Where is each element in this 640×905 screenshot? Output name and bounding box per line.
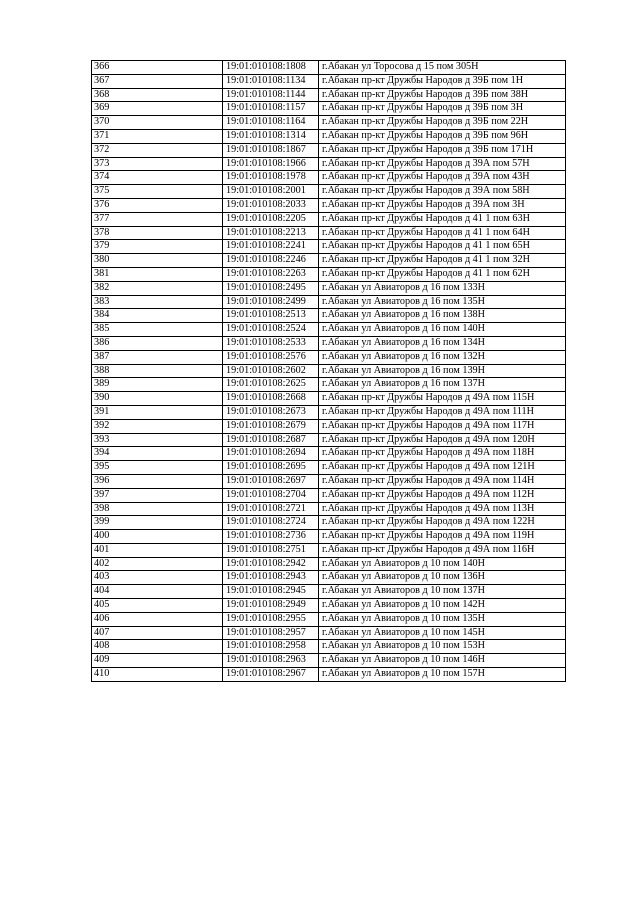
cadastral-number: 19:01:010108:2241 (223, 240, 319, 254)
property-table (91, 60, 566, 682)
row-number: 384 (92, 309, 223, 323)
cadastral-number: 19:01:010108:2724 (223, 516, 319, 530)
cadastral-number: 19:01:010108:2721 (223, 502, 319, 516)
table-row (92, 198, 566, 212)
row-number: 367 (92, 74, 223, 88)
address: г.Абакан ул Авиаторов д 16 пом 134Н (319, 336, 566, 350)
table-row (92, 309, 566, 323)
table-row (92, 364, 566, 378)
table-row (92, 612, 566, 626)
row-number: 406 (92, 612, 223, 626)
table-row (92, 488, 566, 502)
table-row (92, 474, 566, 488)
cadastral-number: 19:01:010108:2958 (223, 640, 319, 654)
cadastral-number: 19:01:010108:1867 (223, 143, 319, 157)
cadastral-number: 19:01:010108:2205 (223, 212, 319, 226)
address: г.Абакан пр-кт Дружбы Народов д 39Б пом 22Н (319, 116, 566, 130)
address: г.Абакан пр-кт Дружбы Народов д 49А пом 116Н (319, 543, 566, 557)
cadastral-number: 19:01:010108:2576 (223, 350, 319, 364)
row-number: 390 (92, 392, 223, 406)
address: г.Абакан пр-кт Дружбы Народов д 41 1 пом 32Н (319, 254, 566, 268)
cadastral-number: 19:01:010108:2213 (223, 226, 319, 240)
table-row (92, 295, 566, 309)
table-row (92, 254, 566, 268)
row-number: 381 (92, 267, 223, 281)
row-number: 382 (92, 281, 223, 295)
row-number: 380 (92, 254, 223, 268)
row-number: 369 (92, 102, 223, 116)
row-number: 393 (92, 433, 223, 447)
row-number: 388 (92, 364, 223, 378)
cadastral-number: 19:01:010108:2679 (223, 419, 319, 433)
row-number: 370 (92, 116, 223, 130)
table-row (92, 502, 566, 516)
table-row (92, 61, 566, 75)
table-row (92, 74, 566, 88)
row-number: 368 (92, 88, 223, 102)
cadastral-number: 19:01:010108:2695 (223, 461, 319, 475)
address: г.Абакан ул Авиаторов д 16 пом 137Н (319, 378, 566, 392)
address: г.Абакан пр-кт Дружбы Народов д 49А пом 121Н (319, 461, 566, 475)
row-number: 410 (92, 668, 223, 682)
cadastral-number: 19:01:010108:2694 (223, 447, 319, 461)
address: г.Абакан пр-кт Дружбы Народов д 41 1 пом 63Н (319, 212, 566, 226)
address: г.Абакан пр-кт Дружбы Народов д 39Б пом 96Н (319, 129, 566, 143)
cadastral-number: 19:01:010108:2246 (223, 254, 319, 268)
cadastral-number: 19:01:010108:2967 (223, 668, 319, 682)
table-row (92, 516, 566, 530)
cadastral-number: 19:01:010108:1144 (223, 88, 319, 102)
cadastral-number: 19:01:010108:1157 (223, 102, 319, 116)
address: г.Абакан пр-кт Дружбы Народов д 39А пом 58Н (319, 185, 566, 199)
table-row (92, 405, 566, 419)
cadastral-number: 19:01:010108:1134 (223, 74, 319, 88)
cadastral-number: 19:01:010108:2963 (223, 654, 319, 668)
cadastral-number: 19:01:010108:2704 (223, 488, 319, 502)
cadastral-number: 19:01:010108:2513 (223, 309, 319, 323)
table-row (92, 171, 566, 185)
cadastral-number: 19:01:010108:2957 (223, 626, 319, 640)
table-row (92, 129, 566, 143)
cadastral-number: 19:01:010108:2949 (223, 599, 319, 613)
table-row (92, 88, 566, 102)
address: г.Абакан пр-кт Дружбы Народов д 49А пом 117Н (319, 419, 566, 433)
address: г.Абакан ул Авиаторов д 10 пом 146Н (319, 654, 566, 668)
address: г.Абакан ул Авиаторов д 16 пом 133Н (319, 281, 566, 295)
address: г.Абакан пр-кт Дружбы Народов д 39А пом 57Н (319, 157, 566, 171)
row-number: 385 (92, 323, 223, 337)
address: г.Абакан пр-кт Дружбы Народов д 39А пом 43Н (319, 171, 566, 185)
cadastral-number: 19:01:010108:2668 (223, 392, 319, 406)
table-row (92, 116, 566, 130)
table-row (92, 461, 566, 475)
table-row (92, 599, 566, 613)
row-number: 398 (92, 502, 223, 516)
table-row (92, 185, 566, 199)
row-number: 389 (92, 378, 223, 392)
table-row (92, 419, 566, 433)
address: г.Абакан пр-кт Дружбы Народов д 41 1 пом 62Н (319, 267, 566, 281)
address: г.Абакан ул Авиаторов д 10 пом 137Н (319, 585, 566, 599)
row-number: 402 (92, 557, 223, 571)
table-row (92, 433, 566, 447)
row-number: 391 (92, 405, 223, 419)
address: г.Абакан пр-кт Дружбы Народов д 41 1 пом 64Н (319, 226, 566, 240)
row-number: 401 (92, 543, 223, 557)
row-number: 405 (92, 599, 223, 613)
address: г.Абакан ул Авиаторов д 10 пом 153Н (319, 640, 566, 654)
address: г.Абакан пр-кт Дружбы Народов д 41 1 пом 65Н (319, 240, 566, 254)
cadastral-number: 19:01:010108:1314 (223, 129, 319, 143)
table-row (92, 240, 566, 254)
address: г.Абакан пр-кт Дружбы Народов д 39Б пом 1Н (319, 74, 566, 88)
address: г.Абакан пр-кт Дружбы Народов д 49А пом 119Н (319, 530, 566, 544)
address: г.Абакан ул Авиаторов д 16 пом 135Н (319, 295, 566, 309)
table-row (92, 336, 566, 350)
cadastral-number: 19:01:010108:2495 (223, 281, 319, 295)
table-row (92, 626, 566, 640)
cadastral-number: 19:01:010108:2524 (223, 323, 319, 337)
address: г.Абакан пр-кт Дружбы Народов д 39Б пом 38Н (319, 88, 566, 102)
cadastral-number: 19:01:010108:2751 (223, 543, 319, 557)
address: г.Абакан ул Авиаторов д 16 пом 138Н (319, 309, 566, 323)
cadastral-number: 19:01:010108:2533 (223, 336, 319, 350)
row-number: 374 (92, 171, 223, 185)
cadastral-number: 19:01:010108:1966 (223, 157, 319, 171)
cadastral-number: 19:01:010108:2263 (223, 267, 319, 281)
row-number: 376 (92, 198, 223, 212)
row-number: 409 (92, 654, 223, 668)
address: г.Абакан ул Авиаторов д 10 пом 142Н (319, 599, 566, 613)
row-number: 404 (92, 585, 223, 599)
cadastral-number: 19:01:010108:2697 (223, 474, 319, 488)
address: г.Абакан ул Авиаторов д 16 пом 132Н (319, 350, 566, 364)
cadastral-number: 19:01:010108:2945 (223, 585, 319, 599)
table-row (92, 157, 566, 171)
row-number: 408 (92, 640, 223, 654)
table-row (92, 267, 566, 281)
table-row (92, 102, 566, 116)
row-number: 387 (92, 350, 223, 364)
address: г.Абакан пр-кт Дружбы Народов д 49А пом 122Н (319, 516, 566, 530)
row-number: 400 (92, 530, 223, 544)
table-body (92, 61, 566, 682)
row-number: 375 (92, 185, 223, 199)
address: г.Абакан ул Авиаторов д 10 пом 136Н (319, 571, 566, 585)
row-number: 403 (92, 571, 223, 585)
row-number: 394 (92, 447, 223, 461)
row-number: 399 (92, 516, 223, 530)
address: г.Абакан пр-кт Дружбы Народов д 49А пом 112Н (319, 488, 566, 502)
address: г.Абакан пр-кт Дружбы Народов д 49А пом 115Н (319, 392, 566, 406)
table-row (92, 378, 566, 392)
row-number: 377 (92, 212, 223, 226)
cadastral-number: 19:01:010108:1808 (223, 61, 319, 75)
address: г.Абакан ул Авиаторов д 10 пом 135Н (319, 612, 566, 626)
cadastral-number: 19:01:010108:2602 (223, 364, 319, 378)
address: г.Абакан ул Авиаторов д 10 пом 157Н (319, 668, 566, 682)
table-row (92, 654, 566, 668)
table-row (92, 447, 566, 461)
table-row (92, 668, 566, 682)
table-row (92, 392, 566, 406)
address: г.Абакан пр-кт Дружбы Народов д 39А пом 3Н (319, 198, 566, 212)
address: г.Абакан пр-кт Дружбы Народов д 49А пом 111Н (319, 405, 566, 419)
address: г.Абакан пр-кт Дружбы Народов д 39Б пом 3Н (319, 102, 566, 116)
cadastral-number: 19:01:010108:1164 (223, 116, 319, 130)
table-row (92, 212, 566, 226)
cadastral-number: 19:01:010108:1978 (223, 171, 319, 185)
cadastral-number: 19:01:010108:2736 (223, 530, 319, 544)
cadastral-number: 19:01:010108:2673 (223, 405, 319, 419)
row-number: 378 (92, 226, 223, 240)
address: г.Абакан ул Торосова д 15 пом 305Н (319, 61, 566, 75)
address: г.Абакан пр-кт Дружбы Народов д 49А пом 120Н (319, 433, 566, 447)
row-number: 371 (92, 129, 223, 143)
address: г.Абакан ул Авиаторов д 10 пом 145Н (319, 626, 566, 640)
row-number: 373 (92, 157, 223, 171)
table-row (92, 585, 566, 599)
cadastral-number: 19:01:010108:2687 (223, 433, 319, 447)
cadastral-number: 19:01:010108:2033 (223, 198, 319, 212)
row-number: 379 (92, 240, 223, 254)
row-number: 397 (92, 488, 223, 502)
address: г.Абакан пр-кт Дружбы Народов д 49А пом 114Н (319, 474, 566, 488)
cadastral-number: 19:01:010108:2001 (223, 185, 319, 199)
table-row (92, 143, 566, 157)
address: г.Абакан ул Авиаторов д 10 пом 140Н (319, 557, 566, 571)
row-number: 396 (92, 474, 223, 488)
cadastral-number: 19:01:010108:2943 (223, 571, 319, 585)
table-row (92, 226, 566, 240)
address: г.Абакан ул Авиаторов д 16 пом 139Н (319, 364, 566, 378)
document-page (91, 60, 562, 682)
table-row (92, 350, 566, 364)
row-number: 366 (92, 61, 223, 75)
address: г.Абакан пр-кт Дружбы Народов д 49А пом 113Н (319, 502, 566, 516)
table-row (92, 543, 566, 557)
cadastral-number: 19:01:010108:2942 (223, 557, 319, 571)
table-row (92, 530, 566, 544)
row-number: 383 (92, 295, 223, 309)
address: г.Абакан пр-кт Дружбы Народов д 39Б пом 171Н (319, 143, 566, 157)
row-number: 407 (92, 626, 223, 640)
row-number: 386 (92, 336, 223, 350)
address: г.Абакан пр-кт Дружбы Народов д 49А пом 118Н (319, 447, 566, 461)
row-number: 372 (92, 143, 223, 157)
row-number: 392 (92, 419, 223, 433)
table-row (92, 557, 566, 571)
address: г.Абакан ул Авиаторов д 16 пом 140Н (319, 323, 566, 337)
cadastral-number: 19:01:010108:2499 (223, 295, 319, 309)
table-row (92, 571, 566, 585)
cadastral-number: 19:01:010108:2625 (223, 378, 319, 392)
table-row (92, 281, 566, 295)
table-row (92, 640, 566, 654)
row-number: 395 (92, 461, 223, 475)
table-row (92, 323, 566, 337)
cadastral-number: 19:01:010108:2955 (223, 612, 319, 626)
